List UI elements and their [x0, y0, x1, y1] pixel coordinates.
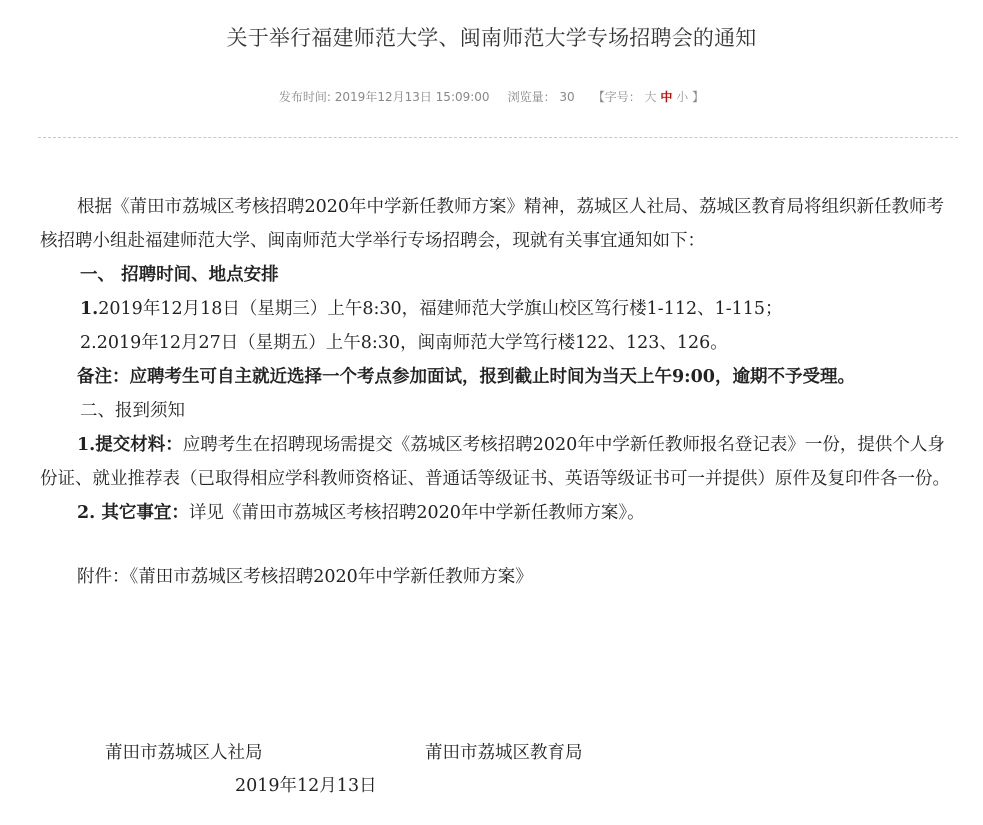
font-size-small-button[interactable]: 小 [676, 90, 689, 104]
page-title: 关于举行福建师范大学、闽南师范大学专场招聘会的通知 [226, 26, 757, 50]
issuer-education-bureau: 莆田市荔城区教育局 [425, 743, 583, 763]
views-label: 浏览量： [507, 90, 560, 104]
schedule-item-1-text: 2019年12月18日（星期三）上午8:30，福建师范大学旗山校区笃行楼1-112、1-115； [98, 299, 783, 319]
submission-text: 应聘考生在招聘现场需提交《荔城区考核招聘2020年中学新任教师报名登记表》一份，提供个人身份证、就业推荐表（已取得相应学科教师资格证、普通话等级证书、英语等级证书可一并提供）原件及复印件各一份。 [40, 435, 950, 489]
schedule-item-1 [40, 292, 960, 326]
attachment-paragraph [40, 560, 960, 594]
issuer-hr-bureau: 莆田市荔城区人社局 [105, 743, 263, 763]
article-body [40, 190, 960, 594]
header-divider [38, 137, 958, 138]
font-size-large-button[interactable]: 大 [644, 90, 657, 104]
view-count: 30 [559, 90, 575, 104]
publish-label: 发布时间: [278, 90, 335, 104]
section-1-title: 一、 招聘时间、地点安排 [80, 265, 279, 285]
attachment-link[interactable]: 《莆田市荔城区考核招聘2020年中学新任教师方案》 [129, 567, 533, 587]
schedule-item-1-number: 1. [80, 299, 99, 319]
note-text: 备注：应聘考生可自主就近选择一个考点参加面试，报到截止时间为当天上午9:00，逾期不予受理。 [77, 367, 855, 387]
attachment-label: 附件： [77, 567, 130, 587]
publish-time: 2019年12月13日 15:09:00 [334, 90, 490, 104]
signature-date: 2019年12月13日 [235, 776, 377, 796]
intro-paragraph: 根据《莆田市荔城区考核招聘2020年中学新任教师方案》精神，荔城区人社局、荔城区教育局将组织新任教师考核招聘小组赴福建师范大学、闽南师范大学举行专场招聘会，现就有关事宜通知如下： [40, 197, 945, 251]
font-size-open: 【字号： [592, 90, 641, 104]
submission-label: 1.提交材料： [77, 435, 183, 455]
schedule-item-2: 2.2019年12月27日（星期五）上午8:30，闽南师范大学笃行楼122、123、126。 [80, 333, 728, 353]
section-1-heading [40, 258, 960, 292]
other-matters-label: 2. 其它事宜： [77, 503, 189, 523]
font-size-medium-button[interactable]: 中 [660, 90, 673, 104]
submission-paragraph [40, 428, 960, 496]
other-matters-paragraph [40, 496, 960, 530]
article-meta [0, 88, 983, 105]
note-paragraph [40, 360, 960, 394]
font-size-close: 】 [692, 90, 705, 104]
section-2-heading: 二、报到须知 [80, 401, 185, 421]
other-matters-text: 详见《莆田市荔城区考核招聘2020年中学新任教师方案》。 [188, 503, 645, 523]
